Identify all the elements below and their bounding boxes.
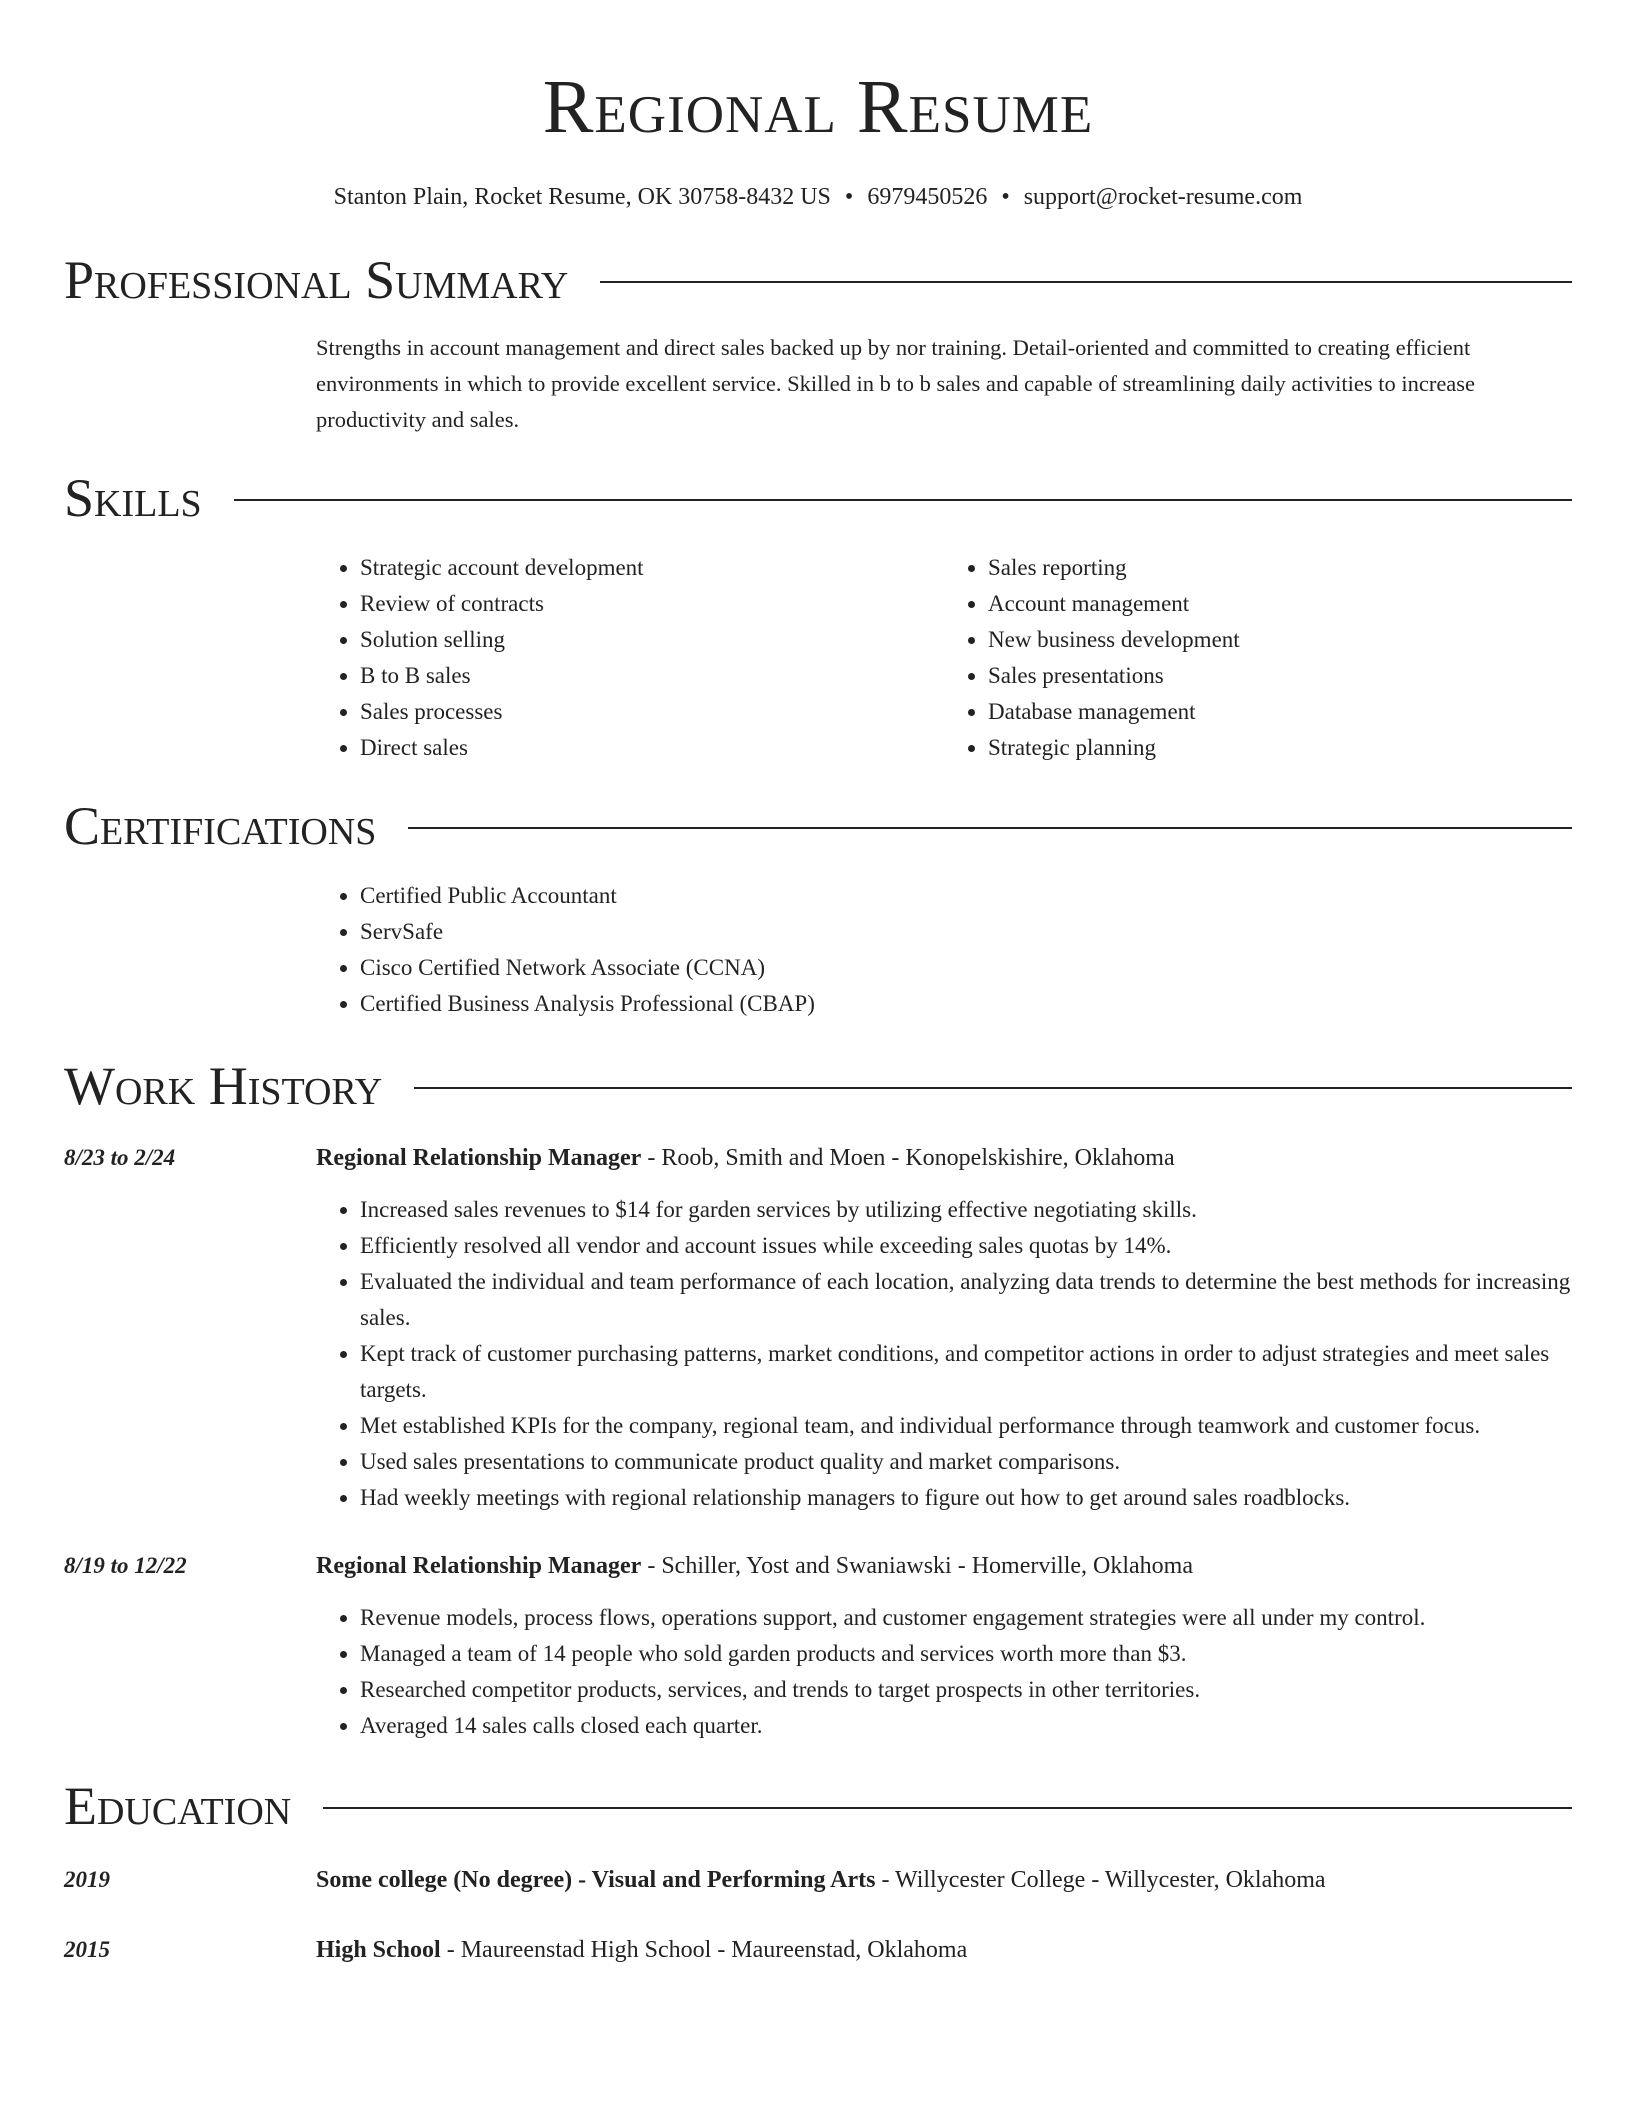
certification-item: • ServSafe bbox=[360, 914, 1572, 950]
job-employer: - Roob, Smith and Moen - Konopelskishire, Oklahoma bbox=[641, 1145, 1175, 1171]
skills-list-right bbox=[944, 550, 1572, 766]
section-divider bbox=[234, 499, 1572, 501]
education-entry bbox=[64, 1932, 1572, 1968]
job-bullet: • Revenue models, process flows, operations support, and customer engagement strategies were all under my control. bbox=[360, 1600, 1572, 1636]
certifications-list-wrap bbox=[316, 878, 1572, 1022]
skill-item: • Account management bbox=[988, 586, 1572, 622]
skill-item: • Sales reporting bbox=[988, 550, 1572, 586]
skill-item: • Direct sales bbox=[360, 730, 944, 766]
summary-section-header bbox=[64, 248, 1572, 312]
education-degree: High School bbox=[316, 1937, 441, 1963]
section-divider bbox=[323, 1807, 1572, 1809]
skills-columns bbox=[316, 550, 1572, 766]
summary-heading: Professional Summary bbox=[64, 250, 569, 310]
summary-text: Strengths in account management and direct sales backed up by nor training. Detail-oriented and committed to creating efficient environments in which to provide excellent service. Skilled in b to b sales and capable of streamlining daily activities to increase productivity and sales. bbox=[316, 335, 1476, 432]
job-dates: 8/23 to 2/24 bbox=[64, 1145, 176, 1170]
work-heading: Work History bbox=[64, 1056, 383, 1116]
contact-separator: • bbox=[1001, 184, 1010, 210]
section-divider bbox=[408, 827, 1572, 829]
job-entry bbox=[64, 1140, 1572, 1516]
education-year: 2019 bbox=[64, 1867, 110, 1892]
education-year: 2015 bbox=[64, 1937, 110, 1962]
contact-email: support@rocket-resume.com bbox=[1023, 184, 1303, 210]
education-entry bbox=[64, 1862, 1572, 1898]
contact-line bbox=[64, 182, 1572, 212]
job-bullets bbox=[316, 1600, 1572, 1744]
education-school: - Maureenstad High School - Maureenstad, Oklahoma bbox=[440, 1937, 968, 1963]
job-entry bbox=[64, 1548, 1572, 1744]
education-line bbox=[316, 1932, 967, 1968]
education-school: - Willycester College - Willycester, Oklahoma bbox=[875, 1867, 1326, 1893]
education-heading: Education bbox=[64, 1776, 292, 1836]
skill-item: • New business development bbox=[988, 622, 1572, 658]
skills-list-left bbox=[316, 550, 944, 766]
work-section-header bbox=[64, 1054, 1572, 1118]
section-divider bbox=[414, 1087, 1572, 1089]
contact-phone: 6979450526 bbox=[867, 184, 988, 210]
contact-address: Stanton Plain, Rocket Resume, OK 30758-8432 US bbox=[333, 184, 831, 210]
job-bullet: • Efficiently resolved all vendor and account issues while exceeding sales quotas by 14%. bbox=[360, 1228, 1572, 1264]
certifications-list bbox=[316, 878, 1572, 1022]
certification-item: • Certified Business Analysis Professional (CBAP) bbox=[360, 986, 1572, 1022]
job-title: Regional Relationship Manager bbox=[316, 1553, 642, 1579]
resume-name: Regional Resume bbox=[542, 65, 1094, 149]
job-title-line bbox=[316, 1140, 1572, 1176]
education-section-header bbox=[64, 1774, 1572, 1838]
job-bullet: • Evaluated the individual and team performance of each location, analyzing data trends to determine the best methods for increasing sales. bbox=[360, 1264, 1572, 1336]
job-body bbox=[316, 1548, 1572, 1744]
skills-heading: Skills bbox=[64, 468, 202, 528]
skill-item: • Solution selling bbox=[360, 622, 944, 658]
job-bullet: • Used sales presentations to communicate product quality and market comparisons. bbox=[360, 1444, 1572, 1480]
job-title-line bbox=[316, 1548, 1572, 1584]
job-title: Regional Relationship Manager bbox=[316, 1145, 642, 1171]
certification-item: • Cisco Certified Network Associate (CCNA) bbox=[360, 950, 1572, 986]
job-bullet: • Increased sales revenues to $14 for garden services by utilizing effective negotiating skills. bbox=[360, 1192, 1572, 1228]
certifications-section-header bbox=[64, 794, 1572, 858]
job-bullet: • Averaged 14 sales calls closed each quarter. bbox=[360, 1708, 1572, 1744]
education-degree: Some college (No degree) - Visual and Performing Arts bbox=[316, 1867, 876, 1893]
job-bullets bbox=[316, 1192, 1572, 1516]
skill-item: • Strategic planning bbox=[988, 730, 1572, 766]
job-dates: 8/19 to 12/22 bbox=[64, 1553, 187, 1578]
skill-item: • Strategic account development bbox=[360, 550, 944, 586]
job-bullet: • Kept track of customer purchasing patterns, market conditions, and competitor actions in order to adjust strategies and meet sales targets. bbox=[360, 1336, 1572, 1408]
resume-page bbox=[64, 0, 1572, 1968]
skill-item: • Database management bbox=[988, 694, 1572, 730]
education-line bbox=[316, 1862, 1326, 1898]
job-bullet: • Met established KPIs for the company, regional team, and individual performance through teamwork and customer focus. bbox=[360, 1408, 1572, 1444]
job-body bbox=[316, 1140, 1572, 1516]
job-bullet: • Had weekly meetings with regional relationship managers to figure out how to get around sales roadblocks. bbox=[360, 1480, 1572, 1516]
skill-item: • B to B sales bbox=[360, 658, 944, 694]
certifications-heading: Certifications bbox=[64, 796, 377, 856]
skills-section-header bbox=[64, 466, 1572, 530]
job-employer: - Schiller, Yost and Swaniawski - Homerville, Oklahoma bbox=[641, 1553, 1193, 1579]
skill-item: • Sales processes bbox=[360, 694, 944, 730]
certification-item: • Certified Public Accountant bbox=[360, 878, 1572, 914]
job-bullet: • Researched competitor products, services, and trends to target prospects in other territories. bbox=[360, 1672, 1572, 1708]
contact-separator: • bbox=[844, 184, 854, 210]
job-bullet: • Managed a team of 14 people who sold garden products and services worth more than $3. bbox=[360, 1636, 1572, 1672]
section-divider bbox=[600, 281, 1572, 283]
skill-item: • Review of contracts bbox=[360, 586, 944, 622]
skill-item: • Sales presentations bbox=[988, 658, 1572, 694]
